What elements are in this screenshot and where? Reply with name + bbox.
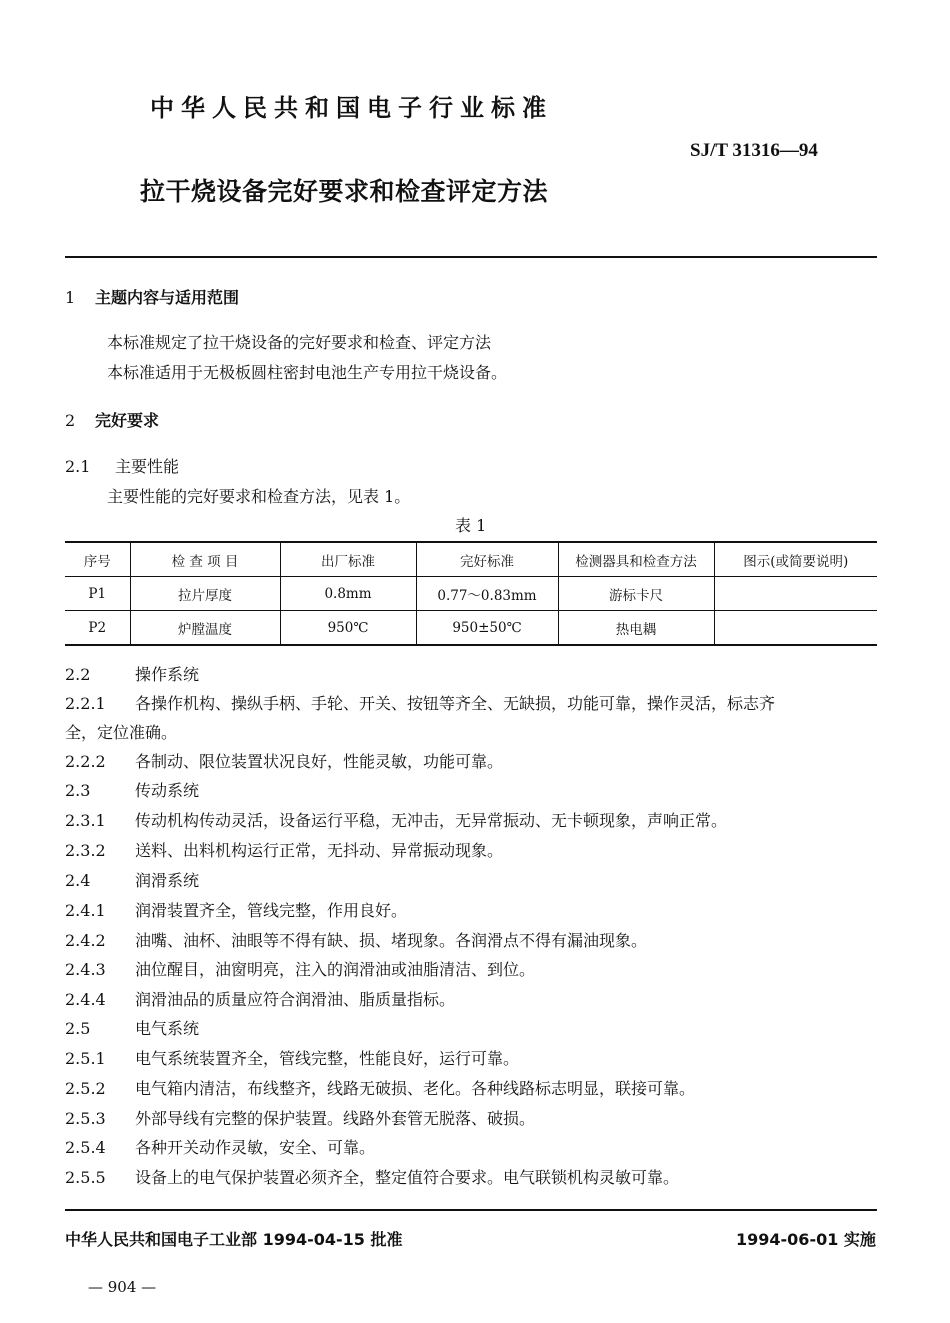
clause-text: 送料、出料机构运行正常，无抖动、异常振动现象。 — [135, 841, 504, 860]
clause-text: 全，定位准确。 — [65, 723, 178, 742]
table-cell: 950℃ — [280, 611, 416, 646]
section-number: 1 — [65, 288, 76, 307]
footer-rule — [65, 1209, 877, 1211]
clause-title: 主要性能 — [115, 457, 180, 476]
table-cell: 游标卡尺 — [558, 577, 714, 611]
clause-number: 2.4 — [65, 871, 91, 890]
table-1 — [65, 541, 877, 646]
clause-number: 2.4.2 — [65, 931, 106, 950]
header-cell-intact-standard: 完好标准 — [416, 542, 558, 577]
clause-number: 2.5.2 — [65, 1079, 106, 1098]
table-cell: P2 — [65, 611, 130, 646]
clause-line — [65, 808, 727, 831]
clause-text: 润滑装置齐全，管线完整，作用良好。 — [135, 901, 408, 920]
clause-line — [65, 662, 199, 685]
clause-line — [65, 987, 455, 1010]
implementation-date: 1994-06-01 实施 — [736, 1230, 876, 1249]
clause-text: 油位醒目，油窗明亮，注入的润滑油或油脂清洁、到位。 — [135, 960, 536, 979]
section-1-paragraph-1: 本标准规定了拉干烧设备的完好要求和检查、评定方法 — [107, 333, 492, 352]
clause-line — [65, 898, 407, 921]
table-cell: P1 — [65, 577, 130, 611]
clause-number: 2.5.1 — [65, 1049, 106, 1068]
clause-line — [65, 928, 647, 951]
clause-text: 电气系统 — [135, 1019, 200, 1038]
table-cell: 0.77～0.83mm — [416, 577, 558, 611]
clause-number: 2.5.5 — [65, 1168, 106, 1187]
clause-line — [65, 778, 199, 801]
clause-text: 润滑系统 — [135, 871, 200, 890]
clause-text: 传动系统 — [135, 781, 200, 800]
clause-line — [65, 1016, 199, 1039]
header-cell-index: 序号 — [65, 542, 130, 577]
section-1-heading — [65, 285, 239, 308]
clause-2-1-text: 主要性能的完好要求和检查方法，见表 1。 — [107, 487, 411, 506]
table-header-row — [65, 542, 877, 577]
header-cell-method: 检测器具和检查方法 — [558, 542, 714, 577]
clause-number: 2.3 — [65, 781, 91, 800]
clause-2-1-heading — [65, 454, 179, 477]
clause-line — [65, 838, 503, 861]
table-caption: 表 1 — [455, 516, 487, 535]
clause-text: 电气系统装置齐全，管线完整，性能良好，运行可靠。 — [135, 1049, 520, 1068]
standard-title: 中华人民共和国电子行业标准 — [150, 94, 553, 122]
section-number: 2 — [65, 411, 76, 430]
section-title: 完好要求 — [95, 411, 160, 430]
clause-text: 油嘴、油杯、油眼等不得有缺、损、堵现象。各润滑点不得有漏油现象。 — [135, 931, 648, 950]
clause-line — [65, 868, 199, 891]
clause-text: 各制动、限位装置状况良好，性能灵敏，功能可靠。 — [135, 752, 504, 771]
clause-number: 2.4.3 — [65, 960, 106, 979]
document-title: 拉干烧设备完好要求和检查评定方法 — [140, 177, 549, 206]
table-cell — [714, 577, 877, 611]
page-number: — 904 — — [88, 1278, 157, 1296]
table-cell: 热电耦 — [558, 611, 714, 646]
clause-line — [65, 749, 503, 772]
clause-number: 2.3.2 — [65, 841, 106, 860]
approval-line: 中华人民共和国电子工业部 1994-04-15 批准 — [65, 1230, 403, 1249]
clause-text: 设备上的电气保护装置必须齐全，整定值符合要求。电气联锁机构灵敏可靠。 — [135, 1168, 680, 1187]
clause-line — [65, 691, 775, 714]
clause-line — [65, 720, 177, 743]
standard-code: SJ/T 31316—94 — [690, 140, 818, 161]
clause-text: 外部导线有完整的保护装置。线路外套管无脱落、破损。 — [135, 1109, 536, 1128]
header-cell-illustration: 图示(或简要说明) — [714, 542, 877, 577]
clause-text: 电气箱内清洁，布线整齐，线路无破损、老化。各种线路标志明显，联接可靠。 — [135, 1079, 696, 1098]
clause-line — [65, 1106, 535, 1129]
clause-text: 操作系统 — [135, 665, 200, 684]
clause-number: 2.4.1 — [65, 901, 106, 920]
table-cell — [714, 611, 877, 646]
clause-text: 各操作机构、操纵手柄、手轮、开关、按钮等齐全、无缺损，功能可靠，操作灵活，标志齐 — [135, 694, 776, 713]
table-row — [65, 577, 877, 611]
header-cell-item: 检 查 项 目 — [130, 542, 280, 577]
clause-number: 2.5.3 — [65, 1109, 106, 1128]
clause-text: 润滑油品的质量应符合润滑油、脂质量指标。 — [135, 990, 456, 1009]
table-cell: 950±50℃ — [416, 611, 558, 646]
clause-number: 2.3.1 — [65, 811, 106, 830]
clause-number: 2.2.1 — [65, 694, 106, 713]
table-row — [65, 611, 877, 646]
section-2-heading — [65, 408, 159, 431]
clause-line — [65, 1046, 519, 1069]
clause-number: 2.2.2 — [65, 752, 106, 771]
clause-line — [65, 1076, 695, 1099]
header-cell-factory-standard: 出厂标准 — [280, 542, 416, 577]
clause-number: 2.5 — [65, 1019, 91, 1038]
clause-line — [65, 957, 535, 980]
clause-line — [65, 1165, 679, 1188]
table-cell: 炉膛温度 — [130, 611, 280, 646]
table-cell: 0.8mm — [280, 577, 416, 611]
clause-text: 各种开关动作灵敏，安全、可靠。 — [135, 1138, 376, 1157]
clause-number: 2.4.4 — [65, 990, 106, 1009]
section-title: 主题内容与适用范围 — [95, 288, 240, 307]
table-cell: 拉片厚度 — [130, 577, 280, 611]
clause-line — [65, 1135, 375, 1158]
clause-number: 2.5.4 — [65, 1138, 106, 1157]
clause-number: 2.1 — [65, 457, 91, 476]
clause-text: 传动机构传动灵活，设备运行平稳，无冲击，无异常振动、无卡顿现象，声响正常。 — [135, 811, 728, 830]
clause-number: 2.2 — [65, 665, 91, 684]
header-rule — [65, 256, 877, 258]
section-1-paragraph-2: 本标准适用于无极板圆柱密封电池生产专用拉干烧设备。 — [107, 363, 508, 382]
